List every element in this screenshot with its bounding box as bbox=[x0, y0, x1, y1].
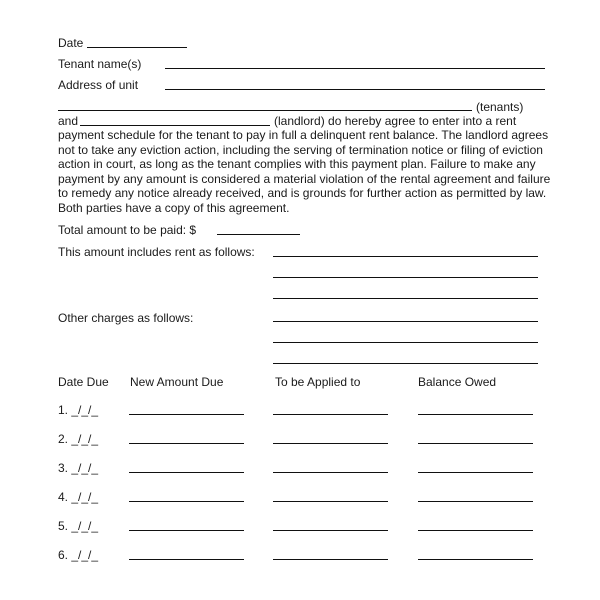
new-amount-field[interactable] bbox=[129, 414, 244, 415]
other-line-1[interactable] bbox=[273, 321, 538, 322]
date-label: Date bbox=[58, 36, 84, 50]
agreement-line: payment by any amount is considered a material violation of the rental agreement and failure bbox=[58, 171, 551, 186]
address-label: Address of unit bbox=[58, 78, 139, 92]
total-label: Total amount to be paid: $ bbox=[58, 223, 197, 237]
agreement-line: action in court, as long as the tenant complies with this payment plan. Failure to make any bbox=[58, 157, 536, 172]
applied-to-field[interactable] bbox=[273, 501, 388, 502]
agreement-line: not to take any eviction action, including the serving of termination notice or filing of eviction bbox=[58, 142, 543, 157]
balance-field[interactable] bbox=[418, 559, 533, 560]
address-field[interactable] bbox=[165, 89, 545, 90]
row-date: 2. _/_/_ bbox=[58, 432, 99, 446]
agreement-line: payment schedule for the tenant to pay in full a delinquent rent balance. The landlord agrees bbox=[58, 128, 549, 142]
balance-field[interactable] bbox=[418, 472, 533, 473]
rent-line-1[interactable] bbox=[273, 256, 538, 257]
date-field[interactable] bbox=[87, 47, 187, 48]
applied-to-field[interactable] bbox=[273, 559, 388, 560]
new-amount-field[interactable] bbox=[129, 530, 244, 531]
balance-field[interactable] bbox=[418, 414, 533, 415]
header-new-amount-due: New Amount Due bbox=[130, 375, 224, 389]
new-amount-field[interactable] bbox=[129, 443, 244, 444]
includes-rent-label: This amount includes rent as follows: bbox=[58, 245, 255, 259]
other-line-2[interactable] bbox=[273, 342, 538, 343]
balance-field[interactable] bbox=[418, 530, 533, 531]
tenants-field[interactable] bbox=[58, 110, 472, 111]
header-balance-owed: Balance Owed bbox=[418, 375, 497, 389]
tenant-name-label: Tenant name(s) bbox=[58, 57, 142, 71]
header-date-due: Date Due bbox=[58, 375, 109, 389]
new-amount-field[interactable] bbox=[129, 559, 244, 560]
agreement-body bbox=[58, 128, 558, 216]
header-to-be-applied: To be Applied to bbox=[275, 375, 361, 389]
row-date: 1. _/_/_ bbox=[58, 403, 99, 417]
applied-to-field[interactable] bbox=[273, 443, 388, 444]
row-date: 3. _/_/_ bbox=[58, 461, 99, 475]
and-label: and bbox=[58, 114, 79, 128]
row-date: 4. _/_/_ bbox=[58, 490, 99, 504]
applied-to-field[interactable] bbox=[273, 472, 388, 473]
applied-to-field[interactable] bbox=[273, 530, 388, 531]
applied-to-field[interactable] bbox=[273, 414, 388, 415]
landlord-text: (landlord) do hereby agree to enter into a rent bbox=[274, 114, 517, 128]
row-date: 6. _/_/_ bbox=[58, 548, 99, 562]
new-amount-field[interactable] bbox=[129, 501, 244, 502]
landlord-field[interactable] bbox=[80, 125, 270, 126]
row-date: 5. _/_/_ bbox=[58, 519, 99, 533]
total-amount-field[interactable] bbox=[217, 234, 300, 235]
rent-line-3[interactable] bbox=[273, 298, 538, 299]
other-charges-label: Other charges as follows: bbox=[58, 311, 194, 325]
balance-field[interactable] bbox=[418, 443, 533, 444]
other-line-3[interactable] bbox=[273, 363, 538, 364]
tenants-label: (tenants) bbox=[476, 100, 524, 114]
agreement-line: Both parties have a copy of this agreement. bbox=[58, 200, 290, 215]
agreement-line: to remedy any notice already received, and is grounds for further action as permitted by law. bbox=[58, 186, 547, 201]
balance-field[interactable] bbox=[418, 501, 533, 502]
tenant-name-field[interactable] bbox=[165, 68, 545, 69]
rent-line-2[interactable] bbox=[273, 277, 538, 278]
new-amount-field[interactable] bbox=[129, 472, 244, 473]
